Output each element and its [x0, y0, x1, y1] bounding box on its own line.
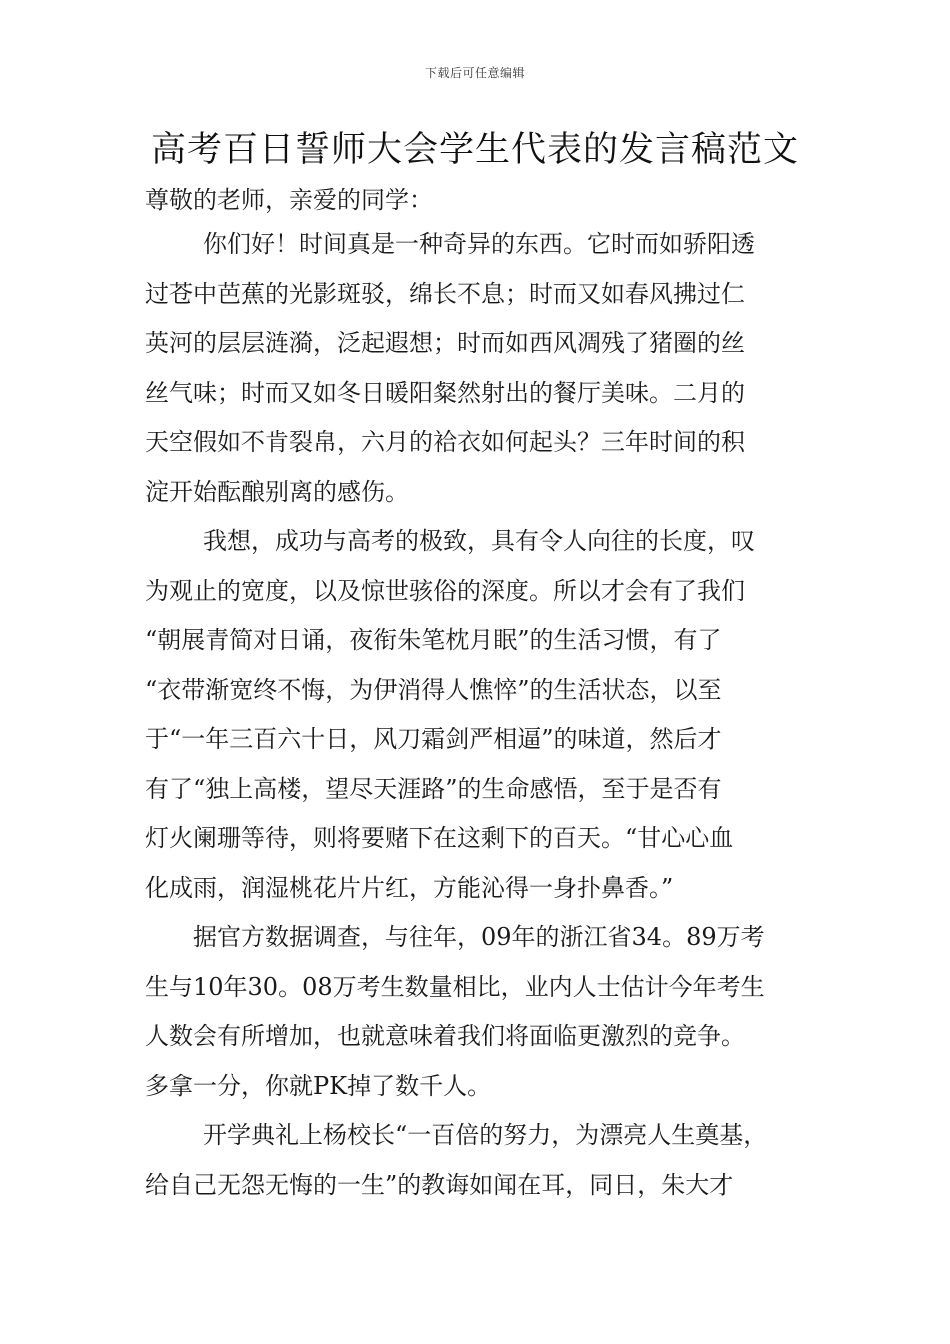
paragraph-line: 据官方数据调查，与往年，09年的浙江省34。89万考: [193, 923, 765, 951]
paragraph-line: 化成雨，润湿桃花片片红，方能沁得一身扑鼻香。”: [145, 873, 674, 902]
paragraph-1: [145, 220, 805, 517]
paragraph-line: 英河的层层涟漪，泛起遐想；时而如西风凋残了猪圈的丝: [145, 329, 745, 357]
paragraph-line: 你们好！时间真是一种奇异的东西。它时而如骄阳透: [203, 230, 755, 258]
paragraph-line: 过苍中芭蕉的光影斑驳，绵长不息；时而又如春风拂过仁: [145, 279, 745, 308]
paragraph-line: 给自己无怨无悔的一生”的教诲如闻在耳，同日，朱大才: [145, 1170, 734, 1199]
document-body: [145, 180, 805, 1210]
paragraph-line: “衣带渐宽终不悔，为伊消得人憔悴”的生活状态，以至: [145, 675, 722, 704]
paragraph-line: 人数会有所增加，也就意味着我们将面临更激烈的竞争。: [145, 1022, 745, 1050]
paragraph-line: 有了“独上高楼，望尽天涯路”的生命感悟，至于是否有: [145, 774, 722, 803]
paragraph-4: [145, 1111, 805, 1210]
paragraph-line: 为观止的宽度，以及惊世骇俗的深度。所以才会有了我们: [145, 576, 745, 605]
paragraph-line: “朝展青简对日诵，夜衔朱笔枕月眠”的生活习惯，有了: [145, 626, 722, 654]
header-note: 下载后可任意编辑: [424, 66, 525, 80]
greeting: 尊敬的老师，亲爱的同学：: [145, 186, 433, 214]
document-title: 高考百日誓师大会学生代表的发言稿范文: [150, 130, 799, 170]
paragraph-line: 灯火阑珊等待，则将要赌下在这剩下的百天。“甘心心血: [145, 824, 734, 852]
paragraph-line: 淀开始酝酿别离的感伤。: [145, 477, 409, 506]
paragraph-3: [145, 913, 805, 1111]
paragraph-line: 生与10年30。08万考生数量相比，业内人士估计今年考生: [145, 972, 765, 1001]
paragraph-line: 天空假如不肯裂帛，六月的袷衣如何起头？三年时间的积: [145, 428, 745, 456]
paragraph-line: 于“一年三百六十日，风刀霜剑严相逼”的味道，然后才: [145, 725, 722, 753]
paragraph-line: 我想，成功与高考的极致，具有令人向往的长度，叹: [203, 527, 755, 555]
paragraph-line: 多拿一分，你就PK掉了数千人。: [145, 1071, 492, 1100]
paragraph-line: 开学典礼上杨校长“一百倍的努力，为漂亮人生奠基，: [203, 1121, 768, 1149]
paragraph-2: [145, 517, 805, 913]
paragraph-line: 丝气味；时而又如冬日暖阳粲然射出的餐厅美味。二月的: [145, 378, 745, 407]
